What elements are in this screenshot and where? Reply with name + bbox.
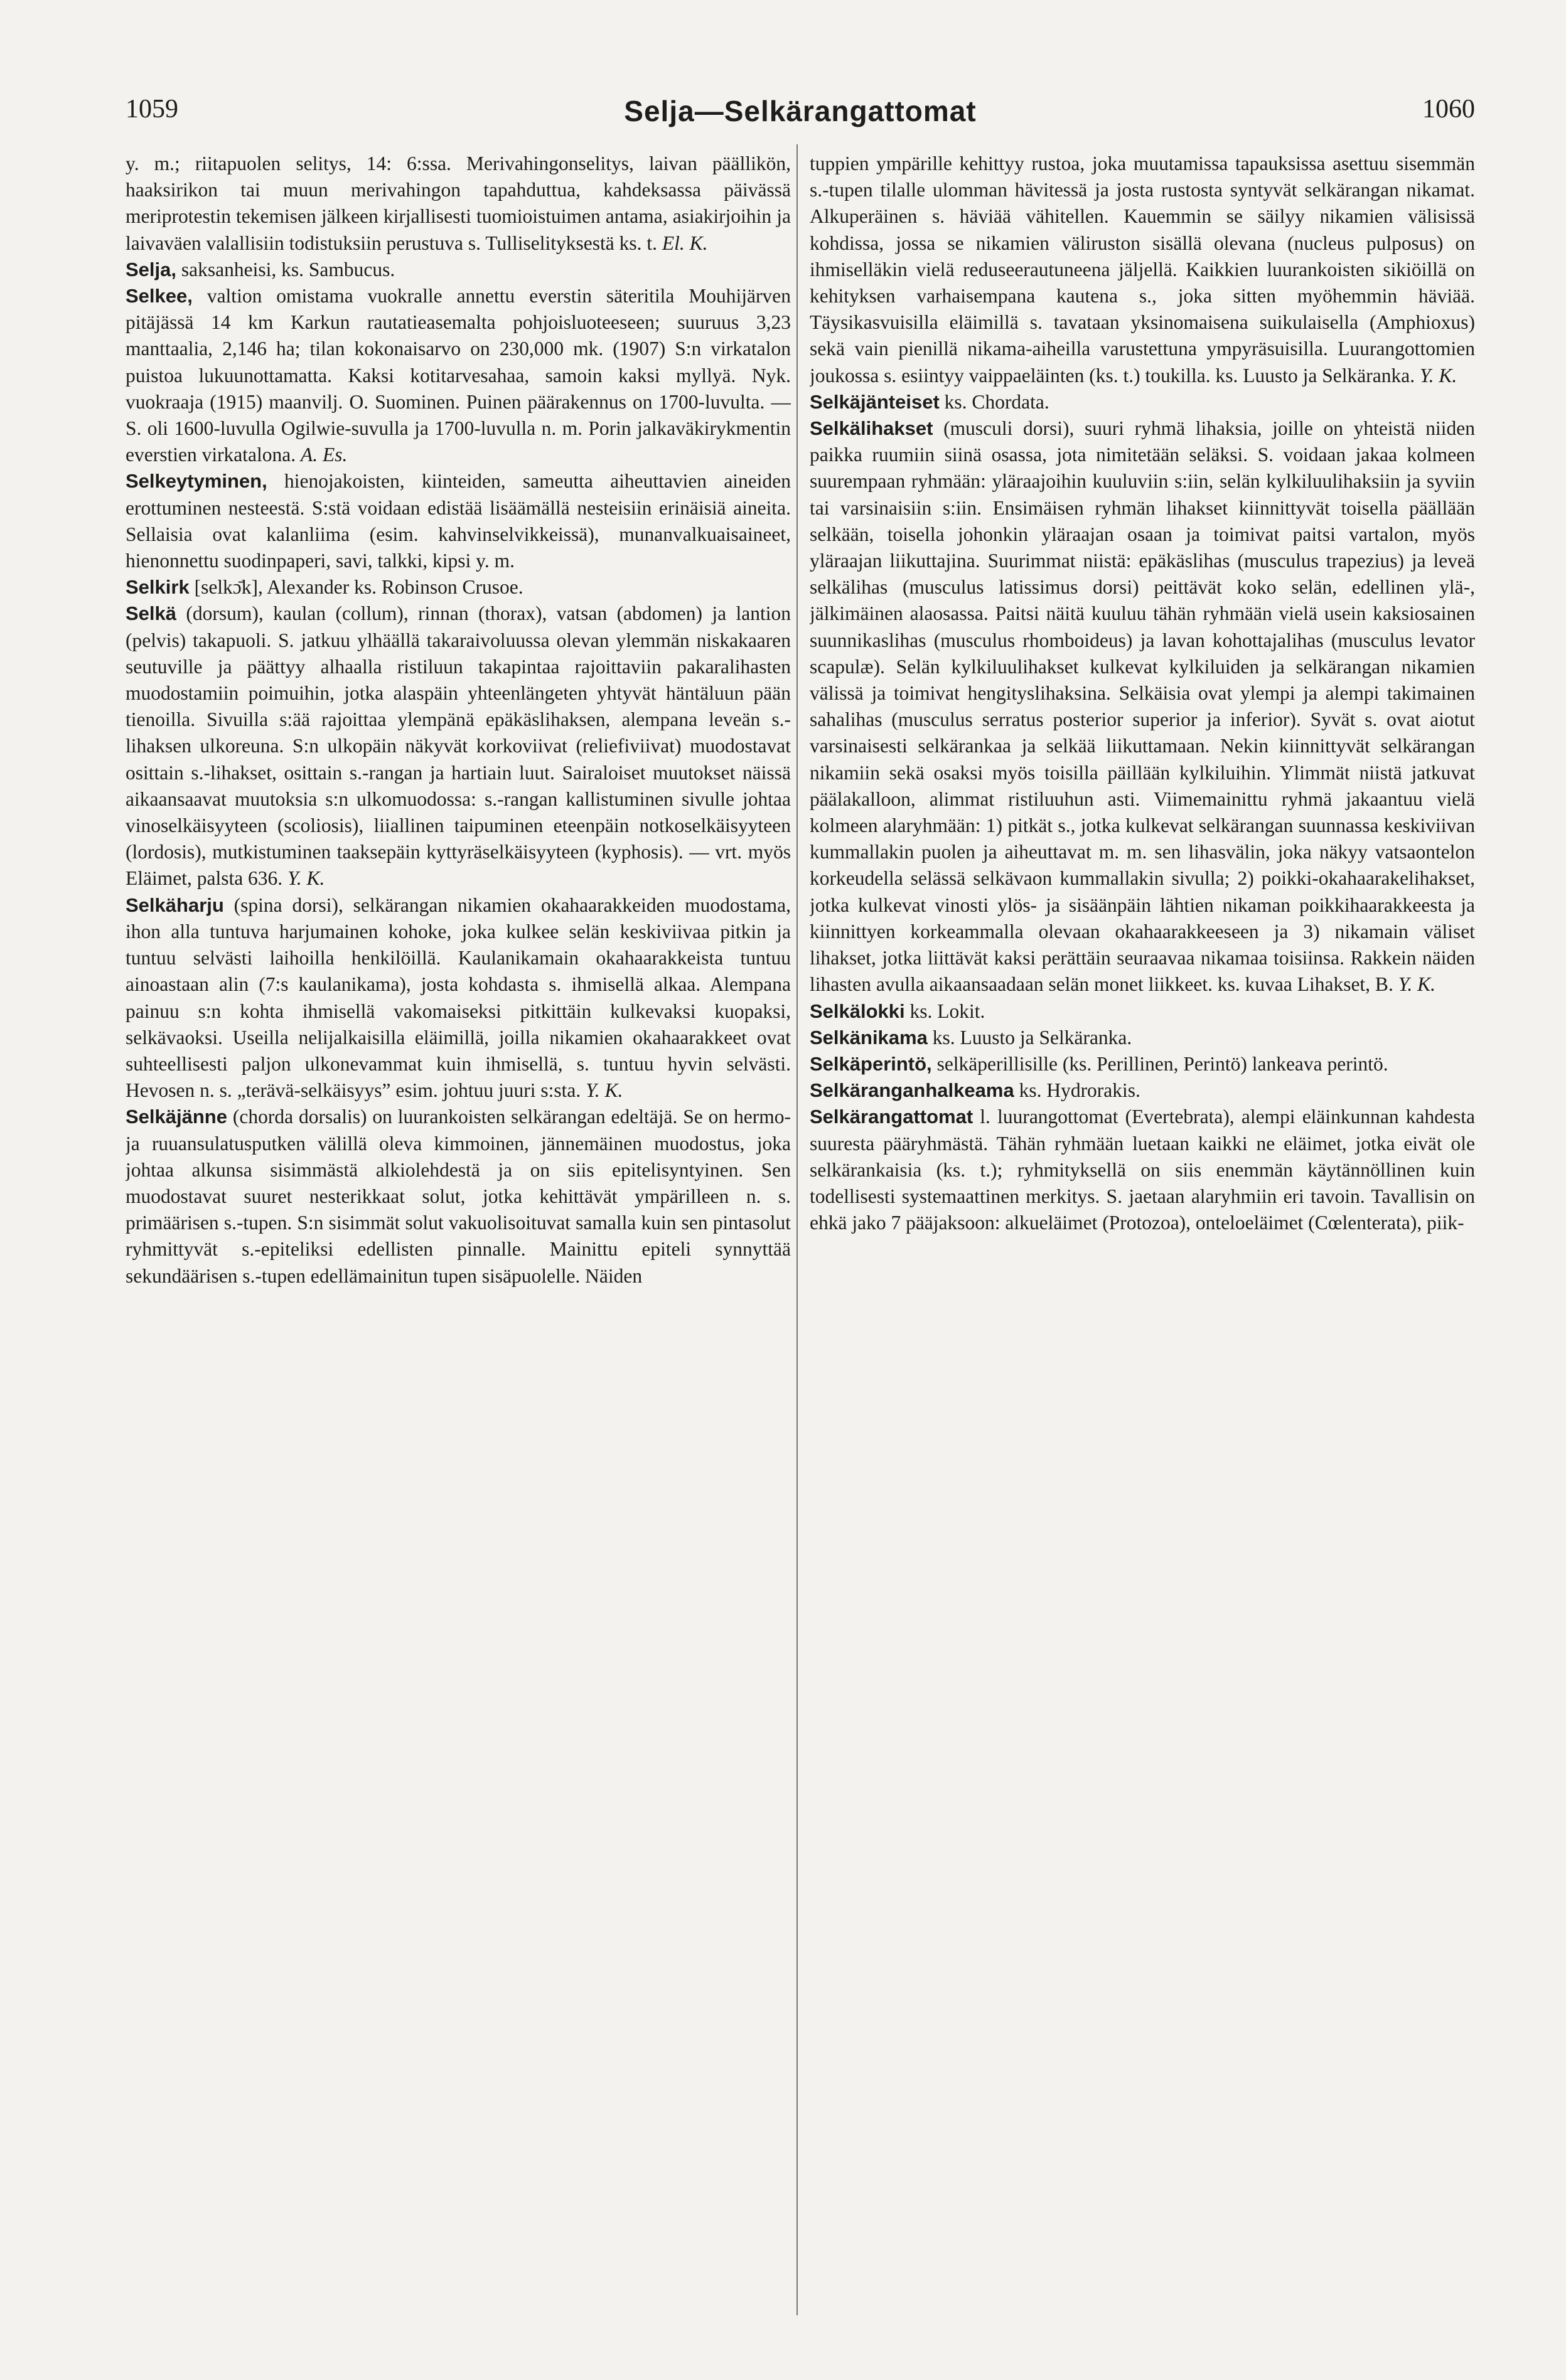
entry-selkee: Selkee, valtion omistama vuokralle annettu everstin säteritila Mouhijärven pitäjässä 14 km Karkun rautatieasemalta pohjoisluoteeseen; suuruus 3,23 manttaalia, 2,146 ha; tilan kokonaisarvo on 230,000 mk. (1907) S:n virkatalon puistoa lukuunottamatta. Kaksi kotitarvesahaa, samoin kaksi myllyä. Nyk. vuokraaja (1915) maanvilj. O. Suominen. Puinen päärakennus on 1700-luvulta. — S. oli 1600-luvulla Ogilwie-suvulla ja 1700-luvulla n. m. Porin jalkaväkirykmentin everstien virkatalona. A. Es.	[126, 285, 791, 466]
entry-selkirk: Selkirk [selkɔ̄k], Alexander ks. Robinson Crusoe.	[126, 576, 523, 599]
headword: Selkäjänteiset	[810, 390, 940, 413]
headword: Selkäjänne	[126, 1106, 227, 1128]
headword: Selkee,	[126, 285, 193, 307]
page-number-left: 1059	[126, 95, 178, 124]
column-divider	[796, 144, 798, 2315]
entry-selkeytyminen: Selkeytyminen, hienojakoisten, kiinteiden, sameutta aiheuttavien aineiden erottuminen nesteestä. S:stä voidaan edistää lisäämällä nesteisiin erinäisiä aineita. Sellaisia ovat kalanliima (esim. kahvinselvikkeissä), munanvalkuaisaineet, hienonnettu suodinpaperi, savi, talkki, kipsi y. m.	[126, 470, 791, 572]
entry-selkajanteiset: Selkäjänteiset ks. Chordata.	[810, 390, 1049, 413]
entry-meriselitys: y. m.; riitapuolen selitys, 14: 6:ssa. Merivahingonselitys, laivan päällikön, haaksirikon tai muun merivahingon tapahduttua, kahdeksassa päivässä meriprotestin tekemisen jälkeen kirjallisesti tuomioistuimen antama, asiakirjoihin ja laivaväen valallisiin todistuksiin perustuva s. Tulliselityksestä ks. t. El. K.	[126, 152, 791, 254]
headword: Selkälokki	[810, 1000, 905, 1022]
entry-selkaperinto: Selkäperintö, selkäperillisille (ks. Perillinen, Perintö) lankeava perintö.	[810, 1052, 1388, 1075]
entry-selkanikama: Selkänikama ks. Luusto ja Selkäranka.	[810, 1026, 1132, 1049]
entry-selkarangattomat: Selkärangattomat l. luurangottomat (Evertebrata), alempi eläinkunnan kahdesta suuresta pääryhmästä. Tähän ryhmään luetaan kaikki ne eläimet, jotka eivät ole selkärankaisia (ks. t.); ryhmityksellä on siis enemmän käytännöllinen kuin todellisesti systemaattinen merkitys. S. jaetaan alaryhmiin eri tavoin. Tavallisin on ehkä jako 7 pääjaksoon: alkueläimet (Protozoa), onteloeläimet (Cœlenterata), piik-	[810, 1106, 1475, 1234]
entry-selka: Selkä (dorsum), kaulan (collum), rinnan (thorax), vatsan (abdomen) ja lantion (pelvis) takapuoli. S. jatkuu ylhäällä takaraivoluussa olevan ylemmän niskakaaren seutuville ja päättyy alhaalla ristiluun takapintaa rajoittaviin pakaralihasten muodostamiin poimuihin, jotka alaspäin yhteenlängeten yhtyvät häntäluun pään tienoilla. Sivuilla s:ää rajoittaa ylempänä epäkäslihaksen, alempana leveän s.-lihaksen ulkoreuna. S:n ulkopäin näkyvät korkoviivat (reliefiviivat) muodostavat osittain s.-lihakset, osittain s.-rangan ja hartiain luut. Sairaloiset muutokset näissä aikaansaavat muutoksia s:n ulkomuodossa: s.-rangan kallistuminen sivulle johtaa vinoselkäisyyteen (scoliosis), liiallinen taipuminen eteenpäin notkoselkäisyyteen (lordosis), mutkistuminen taaksepäin kyttyräselkäisyyteen (kyphosis). — vrt. myös Eläimet, palsta 636. Y. K.	[126, 602, 791, 890]
headword: Selkäranganhalkeama	[810, 1079, 1014, 1102]
headword: Selkäharju	[126, 894, 224, 916]
headword: Selkirk	[126, 576, 190, 599]
headword: Selja,	[126, 258, 176, 280]
page-header	[126, 94, 1475, 138]
headword: Selkälihakset	[810, 417, 933, 440]
running-title: Selja—Selkärangattomat	[624, 95, 977, 127]
entry-selkalihakset: Selkälihakset (musculi dorsi), suuri ryhmä lihaksia, joille on yhteistä niiden paikka ruumiin siinä osassa, jota nimitetään seläksi. S. voidaan jakaa kolmeen suurempaan ryhmään: yläraajoihin kuuluviin s:iin, selän kylkiluulihaksiin ja syviin tai varsinaisiin s:iin. Ensimäisen ryhmän lihakset kiinnittyvät toisella päällään selkään, toisella johonkin yläraajan osaan ja toimivat paitsi vartalon, myös yläraajan liikuttajina. Suurimmat niistä: epäkäslihas (musculus trapezius) ja leveä selkälihas (musculus latissimus dorsi) peittävät koko selän, edellinen ylä-, jälkimäinen alaosassa. Paitsi näitä kuuluu tähän ryhmään vielä usein kaksiosainen suunnikaslihas (musculus rhomboideus) ja lavan kohottajalihas (musculus levator scapulæ). Selän kylkiluulihakset kulkevat kylkiluiden ja selkärangan nikamien välissä ja toimivat hengityslihaksina. Selkäisia ovat ylempi ja alempi takimainen sahalihas (musculus serratus posterior superior ja inferior). Syvät s. ovat aiotut varsinaisesti selkärankaa ja selkää liikuttamaan. Nekin kiinnittyvät selkärangan nikamiin sekä osaksi myös toisilla päillään kylkiluihin. Ylimmät niistä jatkuvat päälakalloon, alimmat ristiluuhun asti. Viimemainittu ryhmä jakaantuu vielä kolmeen alaryhmään: 1) pitkät s., jotka kulkevat selkärangan suunnassa keskiviivan kummallakin puolen ja aiheuttavat m. m. sen lihasvälin, joka näkyy vatsaontelon korkeudella selässä selkävaon kummallakin sivulla; 2) poikki-okahaarakelihakset, jotka kulkevat vinosti ylös- ja sisäänpäin lähtien nikaman poikkihaarakkeesta ja kiinnittyen korkeammalla olevaan okahaarakkeeseen ja 3) nikamain väliset lihakset, jotka liittävät kaksi perättäin seuraavaa nikamaa toisiinsa. Rakkein näiden lihasten avulla aikaansaadaan selän monet liikkeet. ks. kuvaa Lihakset, B. Y. K.	[810, 417, 1475, 996]
entry-selkajanne: Selkäjänne (chorda dorsalis) on luurankoisten selkärangan edeltäjä. Se on hermo- ja ruuansulatusputken välillä oleva kimmoinen, jännemäinen muodostus, joka johtaa alkunsa sisimmästä alkiolehdestä ja on siis epitelisyntyinen. Sen muodostavat suuret nesterikkaat solut, jotka kehittävät ympärilleen n. s. primäärisen s.-tupen. S:n sisimmät solut vakuolisoituvat samalla kuin sen pintasolut ryhmittyvät s.-epiteliksi edellisten pinnalle. Mainittu epiteli synnyttää sekundäärisen s.-tupen edellämainitun tupen sisäpuolelle. Näiden	[126, 1106, 791, 1287]
entry-selkajanne-continued: tuppien ympärille kehittyy rustoa, joka muutamissa tapauksissa asettuu sisemmän s.-tupen tilalle ulomman hävitessä ja josta rustosta syntyvät selkärangan nikamat. Alkuperäinen s. häviää vähitellen. Kauemmin se säilyy nikamien välisissä kohdissa, jossa se nikamien väliruston sisällä olevana (nucleus pulposus) on ihmiselläkin vielä reduseerautuneena jäljellä. Kaikkien luurankoisten sikiöillä on kehityksen varhaisempana kautena s., joka sitten myöhemmin häviää. Täysikasvuisilla eläimillä s. tavataan yksinomaisena suikulaisella (Amphioxus) sekä vain pienillä nikama-aiheilla varustettuna ympyräsuisilla. Luurangottomien joukossa s. esiintyy vaippaeläinten (ks. t.) toukilla. ks. Luusto ja Selkäranka. Y. K.	[810, 152, 1475, 387]
headword: Selkeytyminen,	[126, 470, 267, 493]
entry-selkaharju: Selkäharju (spina dorsi), selkärangan nikamien okahaarakkeiden muodostama, ihon alla tuntuva harjumainen kohoke, joka kulkee selän keskiviivaa pitkin ja tuntuu selvästi laihoilla henkilöillä. Kaulanikamain okahaarakkeista tuntuu ainoastaan alin (7:s kaulanikama), josta kohdasta s. ihmisellä alkaa. Alempana painuu s:n kohta ihmisellä vakomaiseksi pitkittäin kulkevaksi kuopaksi, selkävaoksi. Useilla nelijalkaisilla eläimillä, joilla nikamien okahaarakkeet ovat suhteellisesti paljon ulkonevammat kuin ihmisellä, s. tuntuu hyvin selvästi. Hevosen n. s. „terävä-selkäisyys” esim. johtuu juuri s:sta. Y. K.	[126, 894, 791, 1102]
headword: Selkäperintö,	[810, 1052, 932, 1075]
left-column	[126, 151, 791, 2315]
right-column	[810, 151, 1475, 2315]
entry-selkaranganhalkeama: Selkäranganhalkeama ks. Hydrorakis.	[810, 1079, 1140, 1102]
entry-selkalokki: Selkälokki ks. Lokit.	[810, 1000, 985, 1022]
headword: Selkänikama	[810, 1026, 928, 1049]
page-number-right: 1060	[1422, 95, 1475, 124]
headword: Selkärangattomat	[810, 1106, 973, 1128]
entry-selja: Selja, saksanheisi, ks. Sambucus.	[126, 258, 395, 280]
headword: Selkä	[126, 602, 177, 625]
